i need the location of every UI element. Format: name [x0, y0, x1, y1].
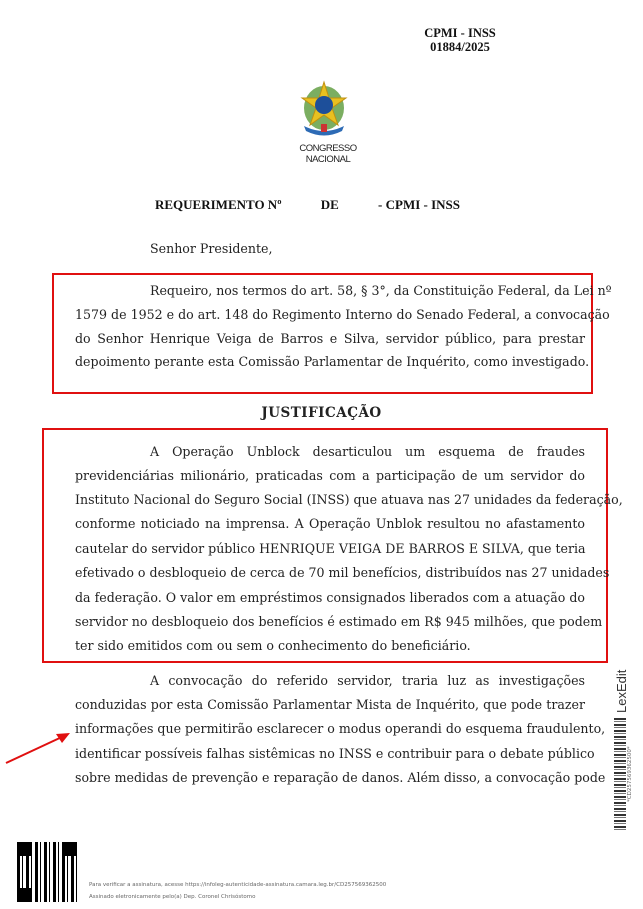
text-line: cautelar do servidor público HENRIQUE VEIGA DE BARROS E SILVA, que teria — [75, 541, 586, 556]
document-code — [405, 26, 515, 54]
text-line: Requeiro, nos termos do art. 58, § 3°, da Constituição Federal, da Lei nº — [150, 283, 612, 298]
text-line: Instituto Nacional do Seguro Social (INSS) que atuava nas 27 unidades da federação, — [75, 492, 623, 507]
text-line: identificar possíveis falhas sistêmicas no INSS e contribuir para o debate público — [75, 746, 595, 761]
qr-code — [17, 842, 77, 902]
title-part: REQUERIMENTO Nº — [155, 197, 282, 212]
text-line: ter sido emitidos com ou sem o conhecimento do beneficiário. — [75, 638, 471, 653]
lexedit-barcode — [612, 668, 638, 833]
text-line: sobre medidas de prevenção e reparação de danos. Além disso, a convocação pode — [75, 770, 606, 785]
logo-text: CONGRESSO NACIONAL — [299, 143, 357, 165]
text-line: depoimento perante esta Comissão Parlamentar de Inquérito, como investigado. — [75, 354, 590, 369]
request-title — [155, 197, 460, 213]
text-line: 1579 de 1952 e do art. 148 do Regimento Interno do Senado Federal, a convocação — [75, 307, 610, 322]
coat-of-arms-logo — [296, 78, 352, 142]
text-line: conforme noticiado na imprensa. A Operação Unblok resultou no afastamento — [75, 516, 585, 531]
barcode-code: *CD257569362500* — [627, 746, 633, 802]
text-line: servidor no desbloqueio dos benefícios é estimado em R$ 945 milhões, que podem — [75, 614, 603, 629]
text-line: efetivado o desbloqueio de cerca de 70 mil benefícios, distribuídos nas 27 unidades — [75, 565, 610, 580]
text-line: conduzidas por esta Comissão Parlamentar Mista de Inquérito, que pode trazer — [75, 697, 585, 712]
document-number: 01884/2025 — [430, 40, 490, 54]
text-line: da federação. O valor em empréstimos consignados liberados com a atuação do — [75, 590, 585, 605]
signature-note: Assinado eletronicamente pelo(a) Dep. Coronel Chrisóstomo — [89, 894, 256, 900]
text-line: A convocação do referido servidor, traria luz as investigações — [150, 673, 585, 688]
title-part: DE — [320, 197, 339, 212]
text-line: A Operação Unblock desarticulou um esquema de fraudes — [150, 444, 585, 459]
lexedit-brand: LexEdit — [614, 669, 629, 713]
title-part: - CPMI - INSS — [378, 197, 461, 212]
committee-label: CPMI - INSS — [424, 26, 496, 40]
barcode-icon — [614, 718, 626, 830]
red-arrow-annotation — [0, 725, 80, 770]
text-line: informações que permitirão esclarecer o modus operandi do esquema fraudulento, — [75, 721, 606, 736]
salutation: Senhor Presidente, — [150, 241, 273, 256]
text-line: previdenciárias milionário, praticadas com a participação de um servidor do — [75, 468, 585, 483]
verification-note: Para verificar a assinatura, acesse https://infoleg-autenticidade-assinatura.camara.leg.br/CD257569362500 — [89, 882, 387, 888]
text-line: do Senhor Henrique Veiga de Barros e Silva, servidor público, para prestar — [75, 331, 585, 346]
justification-heading: JUSTIFICAÇÃO — [261, 405, 382, 421]
